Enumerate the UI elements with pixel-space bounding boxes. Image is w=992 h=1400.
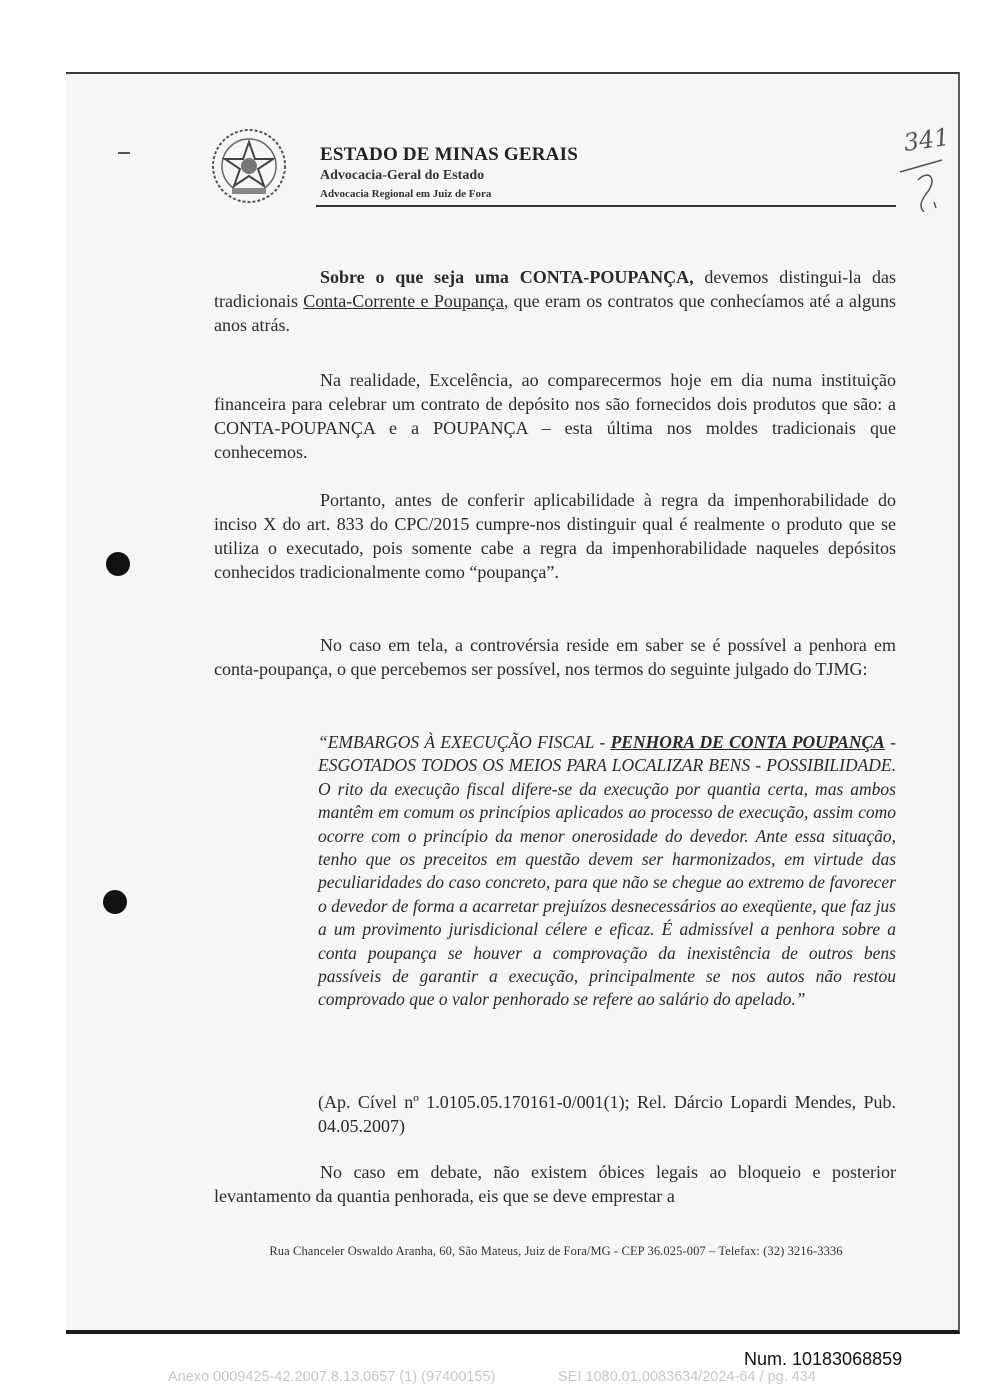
margin-note-text: 341 (901, 122, 952, 157)
citation: (Ap. Cível nº 1.0105.05.170161-0/001(1); Rel. Dárcio Lopardi Mendes, Pub. 04.05.2007) (318, 1092, 896, 1136)
paragraph-1-text-a: devemos distingui-la das tradicionais (214, 267, 896, 311)
court-ruling-quote (318, 731, 896, 1012)
quote-highlight: PENHORA DE CONTA POUPANÇA (610, 732, 885, 752)
paragraph-5 (214, 1160, 896, 1208)
paragraph-2 (214, 368, 896, 464)
footer-address: Rua Chanceler Oswaldo Aranha, 60, São Mateus, Juiz de Fora/MG - CEP 36.025-007 – Telefax: (32) 3216-3336 (269, 1244, 843, 1258)
quote-text-a: “EMBARGOS À EXECUÇÃO FISCAL - (318, 732, 611, 752)
header-title: ESTADO DE MINAS GERAIS (320, 144, 578, 165)
paragraph-4 (214, 633, 896, 681)
scanned-page (66, 72, 960, 1334)
paragraph-2-text: Na realidade, Excelência, ao comparecermos hoje em dia numa instituição financeira para celebrar um contrato de depósito nos são fornecidos dois produtos que são: a CONTA-POUPANÇA e a POUPANÇA – esta última nos moldes tradicionais que conhecemos. (214, 370, 896, 462)
paragraph-1-underlined: Conta-Corrente e Poupança (303, 291, 504, 311)
paragraph-3-text: Portanto, antes de conferir aplicabilidade à regra da impenhorabilidade do inciso X do art. 833 do CPC/2015 cumpre-nos distinguir qual é realmente o produto que se utiliza o executado, pois somente cabe a regra da impenhorabilidade naqueles depósitos conhecidos tradicionalmente como “poupança”. (214, 490, 896, 582)
header-office: Advocacia Regional em Juiz de Fora (320, 188, 492, 200)
sei-watermark: SEI 1080.01.0083634/2024-64 / pg. 434 (558, 1369, 816, 1385)
quote-text-b: - ESGOTADOS TODOS OS MEIOS PARA LOCALIZAR BENS - POSSIBILIDADE. O rito da execução fiscal difere-se da execução por quantia certa, mas ambos mantêm em comum os princípios aplicados ao processo de execução, assim como ocorre com o princípio da menor onerosidade do devedor. Ante essa situação, tenho que os preceitos em questão devem ser harmonizados, em virtude das peculiaridades do caso concreto, para que não se chegue ao extremo de favorecer o devedor de forma a acarretar prejuízos desnecessários ao exeqüente, que faz jus a um provimento jurisdicional célere e eficaz. É admissível a penhora sobre a conta poupança se houver a comprovação da inexistência de outros bens passíveis de garantir a execução, principalmente se nos autos não restou comprovado que o valor penhorado se refere ao salário do apelado.” (318, 732, 896, 1010)
paragraph-3 (214, 488, 896, 584)
handwritten-margin-note (896, 102, 956, 212)
state-coat-of-arms-seal (208, 126, 290, 206)
paragraph-1 (214, 265, 896, 337)
paragraph-1-bold: Sobre o que seja uma CONTA-POUPANÇA, (320, 267, 694, 287)
paragraph-5-text: No caso em debate, não existem óbices legais ao bloqueio e posterior levantamento da quantia penhorada, eis que se deve emprestar a (214, 1162, 896, 1206)
paragraph-4-text: No caso em tela, a controvérsia reside em saber se é possível a penhora em conta-poupança, o que percebemos ser possível, nos termos do seguinte julgado do TJMG: (214, 635, 896, 679)
punch-hole-bottom (103, 890, 127, 914)
punch-hole-top (106, 552, 130, 576)
header-subtitle: Advocacia-Geral do Estado (320, 168, 485, 183)
paragraph-1-text-b: , que eram os contratos que conhecíamos até a alguns anos atrás. (214, 291, 896, 335)
document-number-stamp: Num. 10183068859 (744, 1349, 903, 1369)
annex-watermark: Anexo 0009425-42.2007.8.13.0657 (1) (97400155) (168, 1369, 496, 1385)
header-rule (316, 205, 896, 207)
scan-mark (118, 152, 130, 154)
